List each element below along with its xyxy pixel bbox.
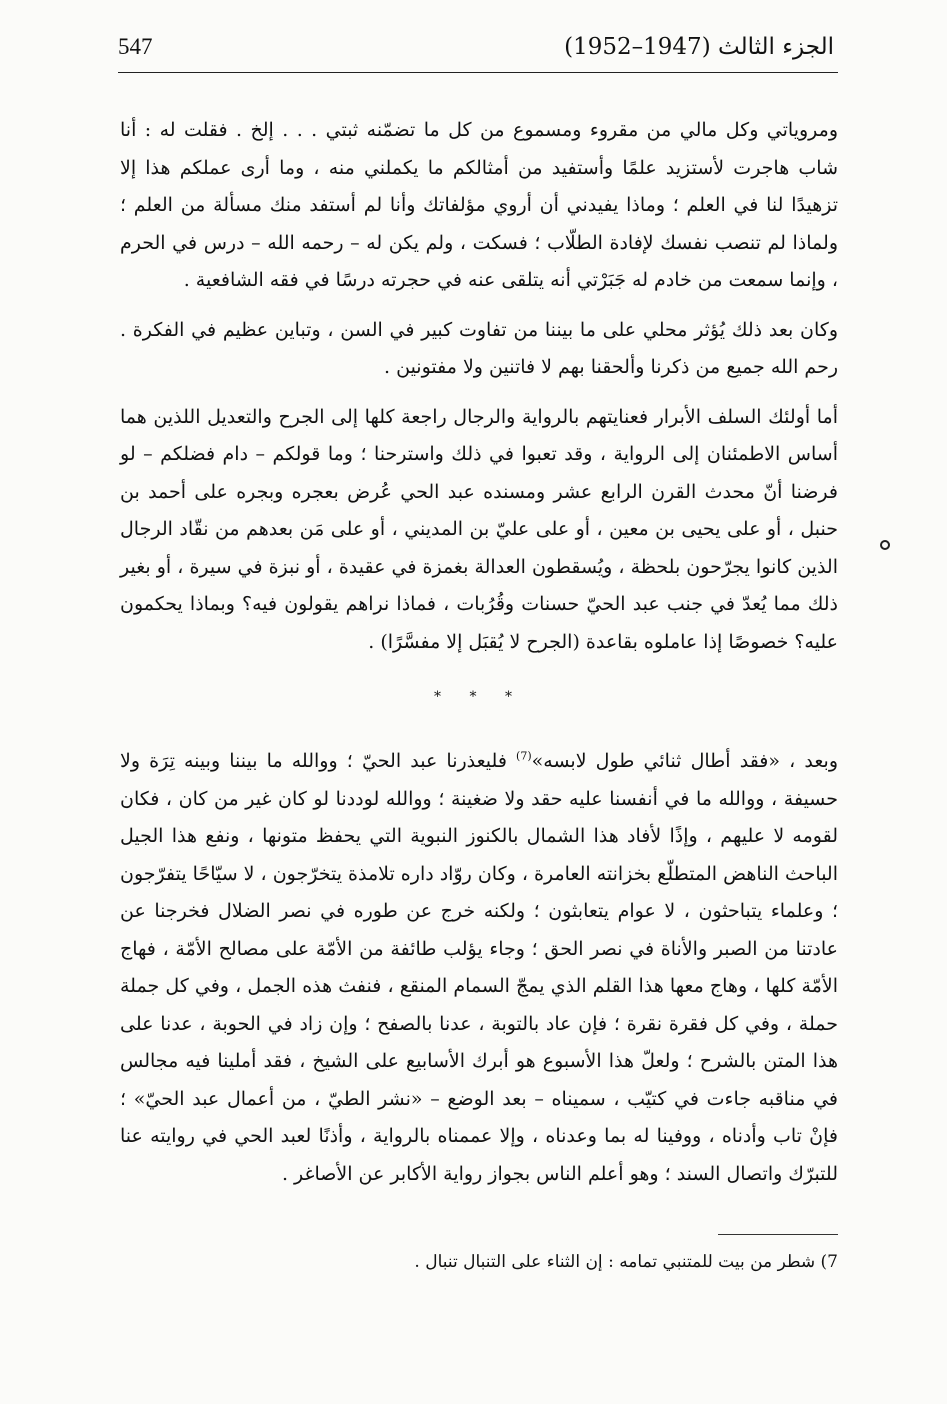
footnote: 7) شطر من بيت للمتنبي تمامه : إن الثناء على التنبال تنبال .	[414, 1252, 838, 1272]
paragraph	[120, 743, 838, 1193]
paragraph-rest: فليعذرنا عبد الحيّ ؛ ووالله ما بيننا وبينه تِرَة ولا حسيفة ، ووالله ما في أنفسنا عليه حقد ولا ضغينة ؛ ووالله لوددنا لو كان غير من كان ، فكان لقومه لا عليهم ، وإذًا لأفاد هذا الشمال بالكنوز النبوية التي يحفظ متونها ، ونفع هذا الجيل الباحث الناهض المتطلّع بخزانته العامرة ، وكان روّاد داره تلامذة يتخرّجون ، لا سيّاحًا يتفرّجون ؛ وعلماء يتباحثون ، لا عوام يتعابثون ؛ ولكنه خرج عن طوره في نصر الضلال فخرجنا عن عادتنا من الصبر والأناة في نصر الحق ؛ وجاء يؤلب طائفة من الأمّة على مصالح الأمّة ، فهاج الأمّة كلها ، وهاج معها هذا القلم الذي يمجّ السمام المنقع ، فنفث هذه الجمل ، وفي كل جملة حملة ، وفي كل فقرة نقرة ؛ فإن عاد بالتوبة ، عدنا بالصفح ؛ وإن زاد في الحوبة ، عدنا على هذا المتن بالشرح ؛ ولعلّ هذا الأسبوع هو أبرك الأسابيع على الشيخ ، فقد أملينا فيه مجالس في مناقبه جاءت في كتيّب ، سميناه – بعد الوضع – «نشر الطيّ ، من أعمال عبد الحيّ» ؛ فإنْ تاب وأدناه ، ووفينا له بما وعدناه ، وإلا عممناه بالرواية ، وأذنًا لعبد الحي في روايته عنا للتبرّك واتصال السند ؛ وهو أعلم الناس بجواز رواية الأكابر عن الأصاغر .	[119, 750, 838, 1185]
paragraph: ومروياتي وكل مالي من مقروء ومسموع من كل ما تضمّنه ثبتي . . . إلخ . فقلت له : أنا شاب هاجرت لأستزيد علمًا وأستفيد من أمثالكم ما يكملني منه ، وما أرى عملكم هذا إلا تزهيدًا لنا في العلم ؛ وماذا يفيدني أن أروي مؤلفاتك وأنا لم أستفد منك مسألة من العلم ؛ ولماذا لم تنصب نفسك لإفادة الطلّاب ؛ فسكت ، ولم يكن له – رحمه الله – درس في الحرم ، وإنما سمعت من خادم له جَبَرْتي أنه يتلقى عنه في حجرته درسًا في فقه الشافعية .	[120, 119, 838, 291]
footnote-rule	[718, 1234, 838, 1235]
footnote-marker: (7)	[516, 749, 532, 763]
section-separator: * * *	[434, 689, 524, 705]
page-number: 547	[118, 34, 153, 59]
quote-lead: وبعد ، «فقد أطال ثنائي طول لابسه»	[531, 750, 838, 772]
page-header	[118, 34, 834, 70]
paragraph: وكان بعد ذلك يُؤثر محلي على ما بيننا من تفاوت كبير في السن ، وتباين عظيم في الفكرة . رحم الله جميع من ذكرنا وألحقنا بهم لا فاتنين ولا مفتونين .	[120, 318, 838, 378]
running-title: الجزء الثالث (1947–1952)	[564, 34, 834, 60]
margin-circle-mark	[880, 540, 890, 550]
paragraph: أما أولئك السلف الأبرار فعنايتهم بالرواية والرجال راجعة كلها إلى الجرح والتعديل اللذين هما أساس الاطمئنان إلى الرواية ، وقد تعبوا في ذلك واسترحنا ؛ وما قولكم – دام فضلكم – لو فرضنا أنّ محدث القرن الرابع عشر ومسنده عبد الحي عُرض بعجره وبجره على أحمد بن حنبل ، أو على يحيى بن معين ، أو على عليّ بن المديني ، أو على مَن بعدهم من نقّاد الرجال الذين كانوا يجرّحون بلحظة ، ويُسقطون العدالة بغمزة في عقيدة ، أو نبزة في سيرة ، أو بغير ذلك مما يُعدّ في جنب عبد الحيّ حسنات وقُرُبات ، فماذا نراهم يقولون فيه؟ وبماذا يحكمون عليه؟ خصوصًا إذا عاملوه بقاعدة (الجرح لا يُقبَل إلا مفسَّرًا) .	[120, 405, 838, 653]
header-rule	[118, 72, 838, 73]
main-text	[120, 112, 838, 1193]
